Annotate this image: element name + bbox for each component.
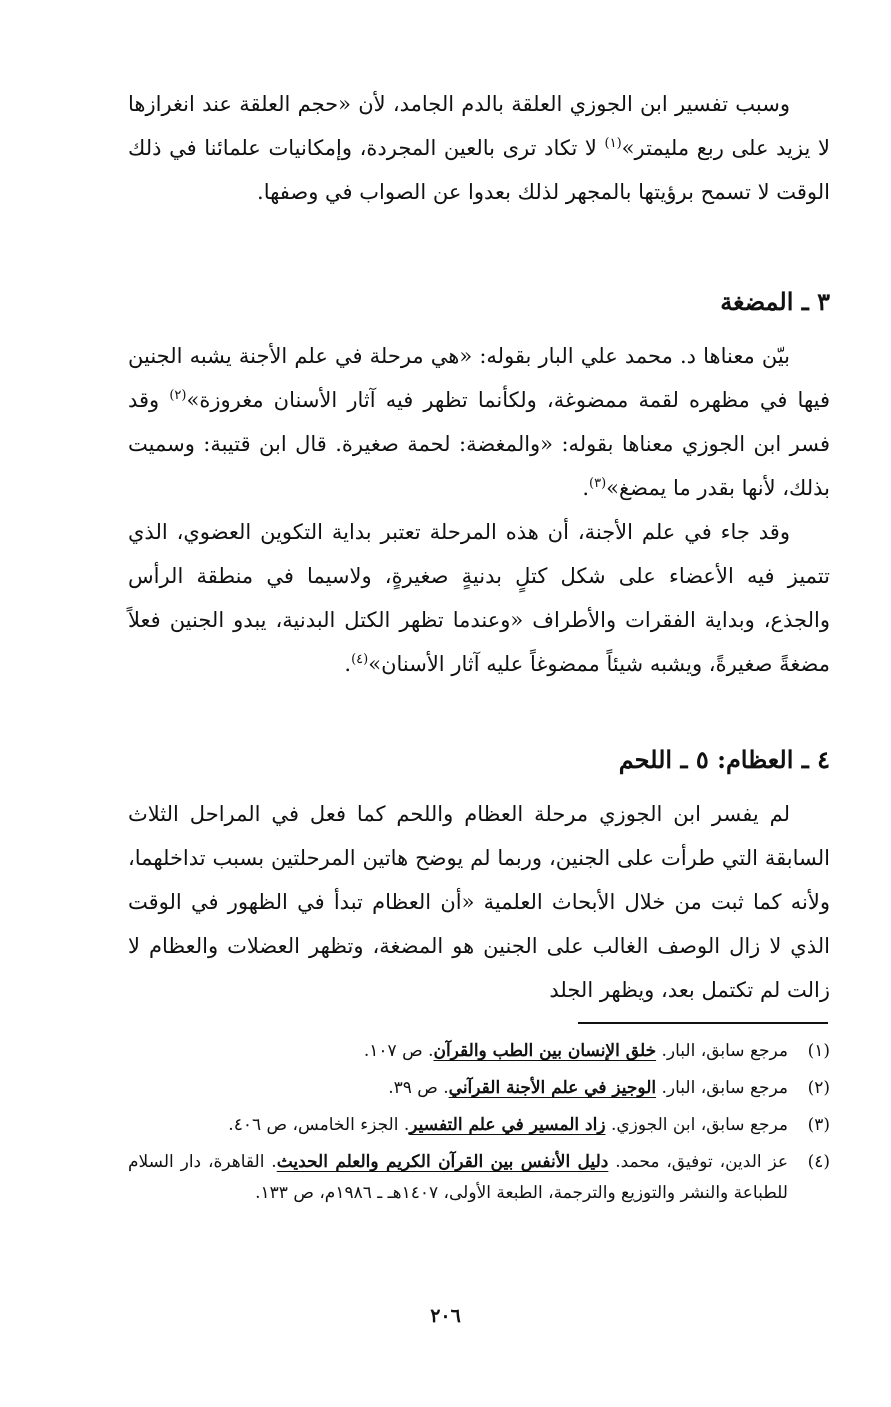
footnote-author: عز الدين، توفيق، محمد.: [608, 1152, 789, 1172]
footnote-book-title: الوجيز في علم الأجنة القرآني: [448, 1078, 657, 1098]
footnotes: [128, 1036, 830, 1215]
footnote-ref-3[interactable]: (٣): [589, 476, 607, 491]
footnote-number: (٣): [807, 1115, 830, 1135]
paragraph-1: [128, 82, 830, 214]
footnote-text: [128, 1036, 788, 1067]
paragraph-alaqa: [128, 82, 830, 214]
footnote-number: (٤): [807, 1152, 830, 1172]
footnote-details: . الجزء الخامس، ص ٤٠٦.: [228, 1115, 410, 1135]
paragraph-1-text: وسبب تفسير ابن الجوزي العلقة بالدم الجامد، لأن «حجم العلقة عند انغرازها لا يزيد على ربع مليمتر»: [128, 92, 830, 160]
footnote-text: [128, 1110, 788, 1141]
paragraph-mudgha-definition: [128, 334, 830, 510]
footnote-ref-2[interactable]: (٢): [169, 388, 187, 403]
page-number: ٢٠٦: [430, 1305, 461, 1327]
footnote-number: (١): [807, 1041, 830, 1061]
footnote-book-title: خلق الإنسان بين الطب والقرآن: [433, 1041, 657, 1061]
footnote-ref-1[interactable]: (١): [604, 136, 622, 151]
paragraph-1-tail: لا تكاد ترى بالعين المجردة، وإمكانيات علمائنا في ذلك الوقت لا تسمح برؤيتها بالمجهر لذلك بعدوا عن الصواب في وصفها.: [128, 136, 830, 204]
footnote-ref-4[interactable]: (٤): [351, 652, 369, 667]
footnote-3: [128, 1110, 830, 1141]
paragraph-4-text: لم يفسر ابن الجوزي مرحلة العظام واللحم كما فعل في المراحل الثلاث السابقة التي طرأت على الجنين، وربما لم يوضح هاتين المرحلتين بسبب تداخلهما، ولأنه كما ثبت من خلال الأبحاث العلمية «أن العظام تبدأ في الظهور في الوقت الذي لا زال الوصف الغالب على الجنين هو المضغة، وتظهر العضلات والعظام لا زالت لم تكتمل بعد، ويظهر الجلد: [128, 802, 830, 1002]
paragraph-embryology: [128, 510, 830, 686]
paragraph-3-end: .: [344, 652, 352, 676]
paragraph-3-text: وقد جاء في علم الأجنة، أن هذه المرحلة تعتبر بداية التكوين العضوي، الذي تتميز فيه الأعضاء على شكل كتلٍ بدنيةٍ صغيرةٍ، ولاسيما في منطقة الرأس والجذع، وبداية الفقرات والأطراف «وعندما تظهر الكتل البدنية، يبدو الجنين فعلاً مضغةً صغيرةً، ويشبه شيئاً ممضوغاً عليه آثار الأسنان»: [128, 520, 830, 676]
footnote-details: . ص ٣٩.: [388, 1078, 449, 1098]
footnote-author: مرجع سابق، البار.: [656, 1078, 788, 1098]
section-heading-bones-flesh: ٤ ـ العظام: ٥ ـ اللحم: [618, 745, 830, 774]
paragraph-3: [128, 510, 830, 686]
section-heading-mudgha: ٣ ـ المضغة: [720, 287, 830, 316]
paragraph-2-text: بيّن معناها د. محمد علي البار بقوله: «هي مرحلة في علم الأجنة يشبه الجنين فيها في مظهره لقمة ممضوغة، ولكأنما تظهر فيه آثار الأسنان مغروزة»: [128, 344, 830, 412]
footnote-text: [128, 1073, 788, 1104]
footnote-text: [128, 1147, 788, 1209]
footnote-2: [128, 1073, 830, 1104]
footnote-book-title: دليل الأنفس بين القرآن الكريم والعلم الحديث: [276, 1152, 609, 1172]
footnote-author: مرجع سابق، ابن الجوزي.: [605, 1115, 788, 1135]
footnote-1: [128, 1036, 830, 1067]
paragraph-2: [128, 334, 830, 510]
footnote-4: [128, 1147, 830, 1209]
footnote-details: . ص ١٠٧.: [363, 1041, 434, 1061]
paragraph-4: [128, 792, 830, 1012]
paragraph-2-mid: وقد فسر ابن الجوزي معناها بقوله: «والمغضة: لحمة صغيرة. قال ابن قتيبة: وسميت بذلك، لأنها بقدر ما يمضغ»: [128, 388, 830, 500]
footnote-book-title: زاد المسير في علم التفسير: [409, 1115, 606, 1135]
footnote-details: . القاهرة، دار السلام للطباعة والنشر والتوزيع والترجمة، الطبعة الأولى، ١٤٠٧هـ ـ ١٩٨٦م، ص ١٣٣.: [128, 1152, 788, 1203]
footnote-author: مرجع سابق، البار.: [656, 1041, 788, 1061]
paragraph-bones-flesh: [128, 792, 830, 1012]
footnote-separator: [578, 1022, 828, 1024]
footnote-number: (٢): [807, 1078, 830, 1098]
paragraph-2-end: .: [582, 476, 590, 500]
